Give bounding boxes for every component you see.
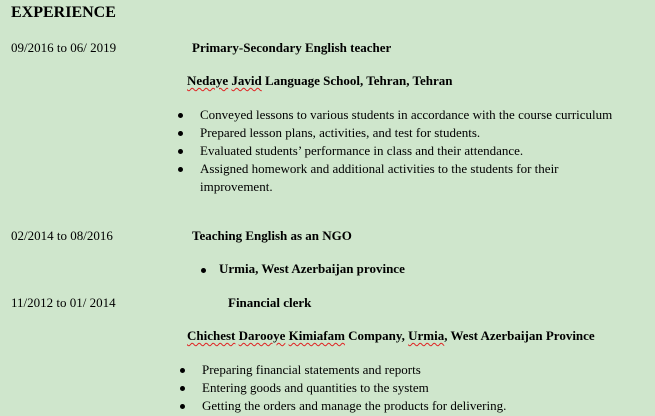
bullet-text: Assigned homework and additional activities to the students for their improvement. — [200, 161, 559, 194]
list-item — [200, 124, 652, 142]
bullet-text: Preparing financial statements and reports — [202, 362, 421, 377]
bullet-icon — [178, 149, 183, 154]
org-word: Chichest — [187, 328, 236, 343]
bullet-icon — [180, 368, 185, 373]
section-title: EXPERIENCE — [11, 4, 116, 21]
list-item — [202, 379, 642, 397]
org-word: Javid — [231, 73, 262, 88]
org-word: Darooye — [238, 328, 286, 343]
bullet-text: Getting the orders and manage the products for delivering. — [202, 398, 507, 413]
bullet-icon — [180, 404, 185, 409]
org-word: Language School, Tehran, Tehran — [261, 73, 453, 88]
bullet-icon — [178, 131, 183, 136]
job-1-dates: 09/2016 to 06/ 2019 — [11, 40, 117, 55]
job-2-dates: 02/2014 to 08/2016 — [11, 228, 113, 243]
job-1-role: Primary-Secondary English teacher — [192, 40, 392, 55]
bullet-icon — [178, 113, 183, 118]
bullet-icon — [178, 167, 183, 172]
list-item — [202, 361, 642, 379]
list-item — [200, 160, 600, 196]
job-3-dates: 11/2012 to 01/ 2014 — [11, 295, 116, 310]
job-2-role: Teaching English as an NGO — [192, 228, 352, 243]
list-item — [202, 397, 642, 415]
job-1-bullets — [200, 106, 652, 196]
list-item — [200, 142, 652, 160]
bullet-text: Evaluated students’ performance in class and their attendance. — [200, 143, 524, 158]
org-word: Company, — [344, 328, 409, 343]
bullet-text: Entering goods and quantities to the system — [202, 380, 429, 395]
job-1-organization — [187, 73, 453, 89]
org-word: Kimiafam — [288, 328, 345, 343]
bullet-icon — [180, 386, 185, 391]
org-word: Nedaye — [187, 73, 229, 88]
org-word: , West Azerbaijan Province — [444, 328, 595, 343]
bullet-icon — [201, 268, 206, 273]
org-word: Urmia — [408, 328, 445, 343]
list-item — [200, 106, 652, 124]
bullet-text: Prepared lesson plans, activities, and test for students. — [200, 125, 481, 140]
job-3-role: Financial clerk — [228, 295, 312, 310]
bullet-text: Conveyed lessons to various students in accordance with the course curriculum — [200, 107, 613, 122]
job-3-bullets — [202, 361, 642, 415]
job-3-organization — [187, 328, 595, 344]
job-2-location — [219, 261, 405, 277]
bullet-text: Urmia, West Azerbaijan province — [219, 261, 405, 276]
